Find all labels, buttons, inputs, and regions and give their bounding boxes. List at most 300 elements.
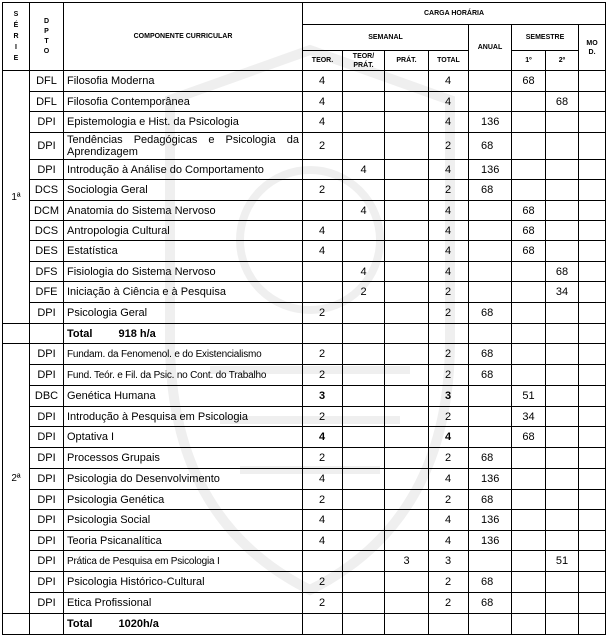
- total-cell: [64, 324, 303, 344]
- sem2-cell: 34: [546, 282, 579, 303]
- table-row: [3, 510, 606, 531]
- mod-cell: [579, 407, 606, 427]
- table-row: [3, 180, 606, 201]
- anual-cell: [469, 92, 512, 112]
- componente-cell: Tendências Pedagógicas e Psicologia da Aprendizagem: [64, 133, 303, 160]
- table-row: [3, 469, 606, 490]
- sem2-cell: [546, 344, 579, 365]
- total-cell: 4: [429, 92, 469, 112]
- dpto-cell: DFE: [30, 282, 64, 303]
- table-row: [3, 241, 606, 262]
- componente-cell: Iniciação à Ciência e à Pesquisa: [64, 282, 303, 303]
- teor-cell: [303, 551, 343, 572]
- anual-cell: 68: [469, 490, 512, 510]
- componente-cell: Psicologia Genética: [64, 490, 303, 510]
- serie-label: 1ª: [3, 71, 30, 324]
- anual-cell: [469, 71, 512, 92]
- dpto-cell: DPI: [30, 344, 64, 365]
- table-row: [3, 344, 606, 365]
- total-label: Total: [67, 618, 93, 630]
- dpto-cell: DCS: [30, 180, 64, 201]
- table-row: [3, 262, 606, 282]
- mod-cell: [579, 71, 606, 92]
- teor-prat-cell: [343, 407, 385, 427]
- teor-cell: 4: [303, 241, 343, 262]
- mod-cell: [579, 365, 606, 386]
- sem1-cell: [512, 469, 546, 490]
- prat-cell: [385, 365, 429, 386]
- anual-cell: 68: [469, 180, 512, 201]
- anual-cell: 68: [469, 344, 512, 365]
- table-row: [3, 112, 606, 133]
- table-row: [3, 386, 606, 407]
- mod-cell: [579, 490, 606, 510]
- table-row: [3, 221, 606, 241]
- componente-cell: Introdução à Análise do Comportamento: [64, 160, 303, 180]
- total-cell: 4: [429, 262, 469, 282]
- teor-cell: 4: [303, 92, 343, 112]
- componente-cell: Etica Profissional: [64, 593, 303, 614]
- mod-cell: [579, 262, 606, 282]
- dpto-cell: DPI: [30, 531, 64, 551]
- teor-cell: 4: [303, 71, 343, 92]
- total-cell: 4: [429, 201, 469, 221]
- header-dpto: D P T O: [30, 3, 64, 71]
- componente-cell: Sociologia Geral: [64, 180, 303, 201]
- anual-cell: 136: [469, 469, 512, 490]
- empty-cell: [429, 614, 469, 635]
- sem2-cell: [546, 112, 579, 133]
- teor-prat-cell: 4: [343, 201, 385, 221]
- sem1-cell: [512, 344, 546, 365]
- prat-cell: [385, 448, 429, 469]
- mod-cell: [579, 551, 606, 572]
- componente-cell: Teoria Psicanalítica: [64, 531, 303, 551]
- teor-cell: 2: [303, 133, 343, 160]
- componente-cell: Psicologia Geral: [64, 303, 303, 324]
- anual-cell: [469, 221, 512, 241]
- sem1-cell: 68: [512, 427, 546, 448]
- teor-prat-cell: [343, 490, 385, 510]
- sem2-cell: [546, 133, 579, 160]
- teor-prat-cell: [343, 510, 385, 531]
- table-row: [3, 407, 606, 427]
- sem2-cell: [546, 427, 579, 448]
- anual-cell: 68: [469, 448, 512, 469]
- sem1-cell: [512, 303, 546, 324]
- total-cell: 2: [429, 448, 469, 469]
- total-cell: 4: [429, 221, 469, 241]
- dpto-cell: DPI: [30, 303, 64, 324]
- total-cell: 4: [429, 427, 469, 448]
- header-sem1: 1º: [512, 51, 546, 71]
- dpto-cell: DCS: [30, 221, 64, 241]
- sem1-cell: [512, 551, 546, 572]
- table-row: [3, 531, 606, 551]
- dpto-cell: DFS: [30, 262, 64, 282]
- sem1-cell: [512, 282, 546, 303]
- anual-cell: [469, 282, 512, 303]
- total-cell: 3: [429, 386, 469, 407]
- componente-cell: Anatomia do Sistema Nervoso: [64, 201, 303, 221]
- sem2-cell: [546, 490, 579, 510]
- componente-cell: Epistemologia e Hist. da Psicologia: [64, 112, 303, 133]
- mod-cell: [579, 92, 606, 112]
- empty-cell: [343, 324, 385, 344]
- total-cell: 2: [429, 133, 469, 160]
- empty-cell: [385, 324, 429, 344]
- teor-prat-cell: [343, 593, 385, 614]
- anual-cell: 68: [469, 365, 512, 386]
- sem2-cell: [546, 160, 579, 180]
- sem2-cell: 68: [546, 262, 579, 282]
- table-row: [3, 593, 606, 614]
- total-cell: 4: [429, 241, 469, 262]
- header-carga-horaria: CARGA HORÁRIA: [303, 3, 606, 25]
- anual-cell: [469, 551, 512, 572]
- total-cell: 4: [429, 160, 469, 180]
- table-row: [3, 448, 606, 469]
- header-total: TOTAL: [429, 51, 469, 71]
- componente-cell: Filosofia Contemporânea: [64, 92, 303, 112]
- componente-cell: Processos Grupais: [64, 448, 303, 469]
- mod-cell: [579, 510, 606, 531]
- dpto-cell: DPI: [30, 160, 64, 180]
- sem2-cell: [546, 448, 579, 469]
- total-value: 918 h/a: [118, 327, 156, 340]
- sem2-cell: [546, 303, 579, 324]
- sem1-cell: [512, 112, 546, 133]
- empty-cell: [469, 614, 512, 635]
- teor-prat-cell: [343, 221, 385, 241]
- componente-cell: Fundam. da Fenomenol. e do Existencialismo: [64, 344, 303, 365]
- prat-cell: [385, 112, 429, 133]
- header-semestre: SEMESTRE: [512, 25, 579, 51]
- total-cell: 4: [429, 71, 469, 92]
- sem1-cell: [512, 531, 546, 551]
- anual-cell: [469, 201, 512, 221]
- empty-cell: [546, 614, 579, 635]
- componente-cell: Filosofia Moderna: [64, 71, 303, 92]
- teor-prat-cell: [343, 386, 385, 407]
- dpto-cell: DPI: [30, 448, 64, 469]
- total-cell: 2: [429, 593, 469, 614]
- mod-cell: [579, 282, 606, 303]
- componente-cell: Estatística: [64, 241, 303, 262]
- mod-cell: [579, 593, 606, 614]
- componente-cell: Optativa I: [64, 427, 303, 448]
- mod-cell: [579, 572, 606, 593]
- prat-cell: [385, 407, 429, 427]
- sem2-cell: [546, 469, 579, 490]
- sem1-cell: [512, 92, 546, 112]
- table-row: [3, 551, 606, 572]
- teor-cell: 2: [303, 448, 343, 469]
- prat-cell: [385, 572, 429, 593]
- serie-label: 2ª: [3, 344, 30, 614]
- anual-cell: 68: [469, 572, 512, 593]
- componente-cell: Fisiologia do Sistema Nervoso: [64, 262, 303, 282]
- teor-cell: 2: [303, 572, 343, 593]
- prat-cell: [385, 593, 429, 614]
- teor-prat-cell: 4: [343, 160, 385, 180]
- total-cell: 2: [429, 303, 469, 324]
- mod-cell: [579, 201, 606, 221]
- total-cell: 3: [429, 551, 469, 572]
- componente-cell: Psicologia Social: [64, 510, 303, 531]
- sem2-cell: [546, 593, 579, 614]
- prat-cell: [385, 71, 429, 92]
- empty-cell: [429, 324, 469, 344]
- sem1-cell: [512, 133, 546, 160]
- sem2-cell: [546, 386, 579, 407]
- dpto-cell: DPI: [30, 365, 64, 386]
- empty-cell: [385, 614, 429, 635]
- teor-prat-cell: [343, 133, 385, 160]
- prat-cell: [385, 241, 429, 262]
- total-cell: 2: [429, 407, 469, 427]
- teor-cell: 4: [303, 221, 343, 241]
- total-cell: 4: [429, 510, 469, 531]
- empty-cell: [512, 614, 546, 635]
- teor-cell: 2: [303, 180, 343, 201]
- header-semanal: SEMANAL: [303, 25, 469, 51]
- sem1-cell: [512, 572, 546, 593]
- dpto-cell: DPI: [30, 133, 64, 160]
- mod-cell: [579, 531, 606, 551]
- mod-cell: [579, 303, 606, 324]
- prat-cell: [385, 262, 429, 282]
- anual-cell: [469, 386, 512, 407]
- mod-cell: [579, 344, 606, 365]
- table-row: [3, 133, 606, 160]
- teor-cell: 4: [303, 510, 343, 531]
- header-teor-prat: TEOR/ PRÁT.: [343, 51, 385, 71]
- curriculum-body: [3, 71, 606, 635]
- prat-cell: [385, 133, 429, 160]
- teor-prat-cell: [343, 180, 385, 201]
- header-serie: S É R I E: [3, 3, 30, 71]
- teor-prat-cell: 4: [343, 262, 385, 282]
- table-row: [3, 92, 606, 112]
- teor-prat-cell: [343, 344, 385, 365]
- dpto-cell: DPI: [30, 427, 64, 448]
- sem1-cell: 68: [512, 221, 546, 241]
- prat-cell: [385, 469, 429, 490]
- empty-cell: [30, 614, 64, 635]
- teor-cell: 4: [303, 427, 343, 448]
- header-anual: ANUAL: [469, 25, 512, 71]
- teor-prat-cell: [343, 551, 385, 572]
- table-row: [3, 572, 606, 593]
- prat-cell: [385, 531, 429, 551]
- anual-cell: 68: [469, 593, 512, 614]
- mod-cell: [579, 448, 606, 469]
- dpto-cell: DPI: [30, 510, 64, 531]
- curriculum-table: [2, 2, 606, 635]
- sem1-cell: [512, 448, 546, 469]
- teor-prat-cell: [343, 365, 385, 386]
- anual-cell: 68: [469, 133, 512, 160]
- prat-cell: [385, 221, 429, 241]
- sem2-cell: 68: [546, 92, 579, 112]
- total-cell: 2: [429, 365, 469, 386]
- sem2-cell: [546, 201, 579, 221]
- prat-cell: [385, 180, 429, 201]
- sem2-cell: [546, 531, 579, 551]
- table-row: [3, 160, 606, 180]
- empty-cell: [303, 614, 343, 635]
- prat-cell: 3: [385, 551, 429, 572]
- header-prat: PRÁT.: [385, 51, 429, 71]
- sem2-cell: [546, 180, 579, 201]
- teor-prat-cell: [343, 427, 385, 448]
- table-row: [3, 303, 606, 324]
- total-cell: 4: [429, 531, 469, 551]
- empty-cell: [3, 324, 30, 344]
- total-cell: 2: [429, 490, 469, 510]
- teor-prat-cell: [343, 531, 385, 551]
- dpto-cell: DPI: [30, 490, 64, 510]
- teor-cell: [303, 282, 343, 303]
- empty-cell: [579, 614, 606, 635]
- sem1-cell: [512, 180, 546, 201]
- componente-cell: Antropologia Cultural: [64, 221, 303, 241]
- dpto-cell: DCM: [30, 201, 64, 221]
- sem1-cell: 68: [512, 201, 546, 221]
- sem2-cell: [546, 221, 579, 241]
- anual-cell: 68: [469, 303, 512, 324]
- total-cell: 4: [429, 112, 469, 133]
- empty-cell: [512, 324, 546, 344]
- total-cell: 2: [429, 344, 469, 365]
- teor-prat-cell: [343, 572, 385, 593]
- teor-prat-cell: [343, 112, 385, 133]
- componente-cell: Fund. Teór. e Fil. da Psic. no Cont. do Trabalho: [64, 365, 303, 386]
- mod-cell: [579, 221, 606, 241]
- prat-cell: [385, 344, 429, 365]
- anual-cell: 136: [469, 510, 512, 531]
- teor-cell: 2: [303, 490, 343, 510]
- mod-cell: [579, 427, 606, 448]
- sem2-cell: [546, 572, 579, 593]
- sem1-cell: 51: [512, 386, 546, 407]
- anual-cell: [469, 262, 512, 282]
- teor-cell: 2: [303, 365, 343, 386]
- prat-cell: [385, 160, 429, 180]
- table-row: [3, 201, 606, 221]
- sem2-cell: 51: [546, 551, 579, 572]
- teor-cell: 4: [303, 469, 343, 490]
- mod-cell: [579, 386, 606, 407]
- teor-cell: 3: [303, 386, 343, 407]
- teor-cell: 4: [303, 531, 343, 551]
- mod-cell: [579, 112, 606, 133]
- anual-cell: 136: [469, 112, 512, 133]
- dpto-cell: DBC: [30, 386, 64, 407]
- dpto-cell: DFL: [30, 92, 64, 112]
- prat-cell: [385, 510, 429, 531]
- dpto-cell: DES: [30, 241, 64, 262]
- mod-cell: [579, 133, 606, 160]
- prat-cell: [385, 386, 429, 407]
- componente-cell: Psicologia Histórico-Cultural: [64, 572, 303, 593]
- sem1-cell: 34: [512, 407, 546, 427]
- dpto-cell: DPI: [30, 112, 64, 133]
- table-row: [3, 490, 606, 510]
- total-cell: 2: [429, 282, 469, 303]
- teor-cell: [303, 201, 343, 221]
- anual-cell: 136: [469, 160, 512, 180]
- sem1-cell: [512, 510, 546, 531]
- prat-cell: [385, 201, 429, 221]
- total-value: 1020h/a: [118, 618, 159, 630]
- table-row: [3, 71, 606, 92]
- dpto-cell: DPI: [30, 407, 64, 427]
- sem1-cell: 68: [512, 241, 546, 262]
- sem1-cell: [512, 365, 546, 386]
- sem2-cell: [546, 510, 579, 531]
- mod-cell: [579, 180, 606, 201]
- header-componente: COMPONENTE CURRICULAR: [64, 3, 303, 71]
- header-sem2: 2º: [546, 51, 579, 71]
- sem2-cell: [546, 241, 579, 262]
- teor-prat-cell: [343, 469, 385, 490]
- table-row: [3, 282, 606, 303]
- teor-prat-cell: [343, 303, 385, 324]
- total-row: [3, 614, 606, 635]
- empty-cell: [30, 324, 64, 344]
- header-teor: TEOR.: [303, 51, 343, 71]
- dpto-cell: DPI: [30, 469, 64, 490]
- componente-cell: Psicologia do Desenvolvimento: [64, 469, 303, 490]
- sem2-cell: [546, 71, 579, 92]
- dpto-cell: DPI: [30, 551, 64, 572]
- teor-prat-cell: [343, 71, 385, 92]
- teor-cell: [303, 160, 343, 180]
- mod-cell: [579, 241, 606, 262]
- empty-cell: [546, 324, 579, 344]
- teor-cell: 4: [303, 112, 343, 133]
- dpto-cell: DPI: [30, 593, 64, 614]
- table-row: [3, 427, 606, 448]
- empty-cell: [469, 324, 512, 344]
- anual-cell: [469, 241, 512, 262]
- prat-cell: [385, 427, 429, 448]
- empty-cell: [303, 324, 343, 344]
- teor-prat-cell: [343, 241, 385, 262]
- teor-cell: 2: [303, 303, 343, 324]
- mod-cell: [579, 160, 606, 180]
- empty-cell: [343, 614, 385, 635]
- prat-cell: [385, 490, 429, 510]
- dpto-cell: DPI: [30, 572, 64, 593]
- sem1-cell: [512, 593, 546, 614]
- teor-cell: 2: [303, 407, 343, 427]
- teor-cell: 2: [303, 344, 343, 365]
- total-label: Total: [67, 327, 93, 340]
- sem2-cell: [546, 407, 579, 427]
- empty-cell: [579, 324, 606, 344]
- anual-cell: [469, 407, 512, 427]
- table-row: [3, 365, 606, 386]
- mod-cell: [579, 469, 606, 490]
- sem1-cell: 68: [512, 71, 546, 92]
- teor-cell: [303, 262, 343, 282]
- prat-cell: [385, 92, 429, 112]
- total-cell: 2: [429, 180, 469, 201]
- total-cell: 4: [429, 469, 469, 490]
